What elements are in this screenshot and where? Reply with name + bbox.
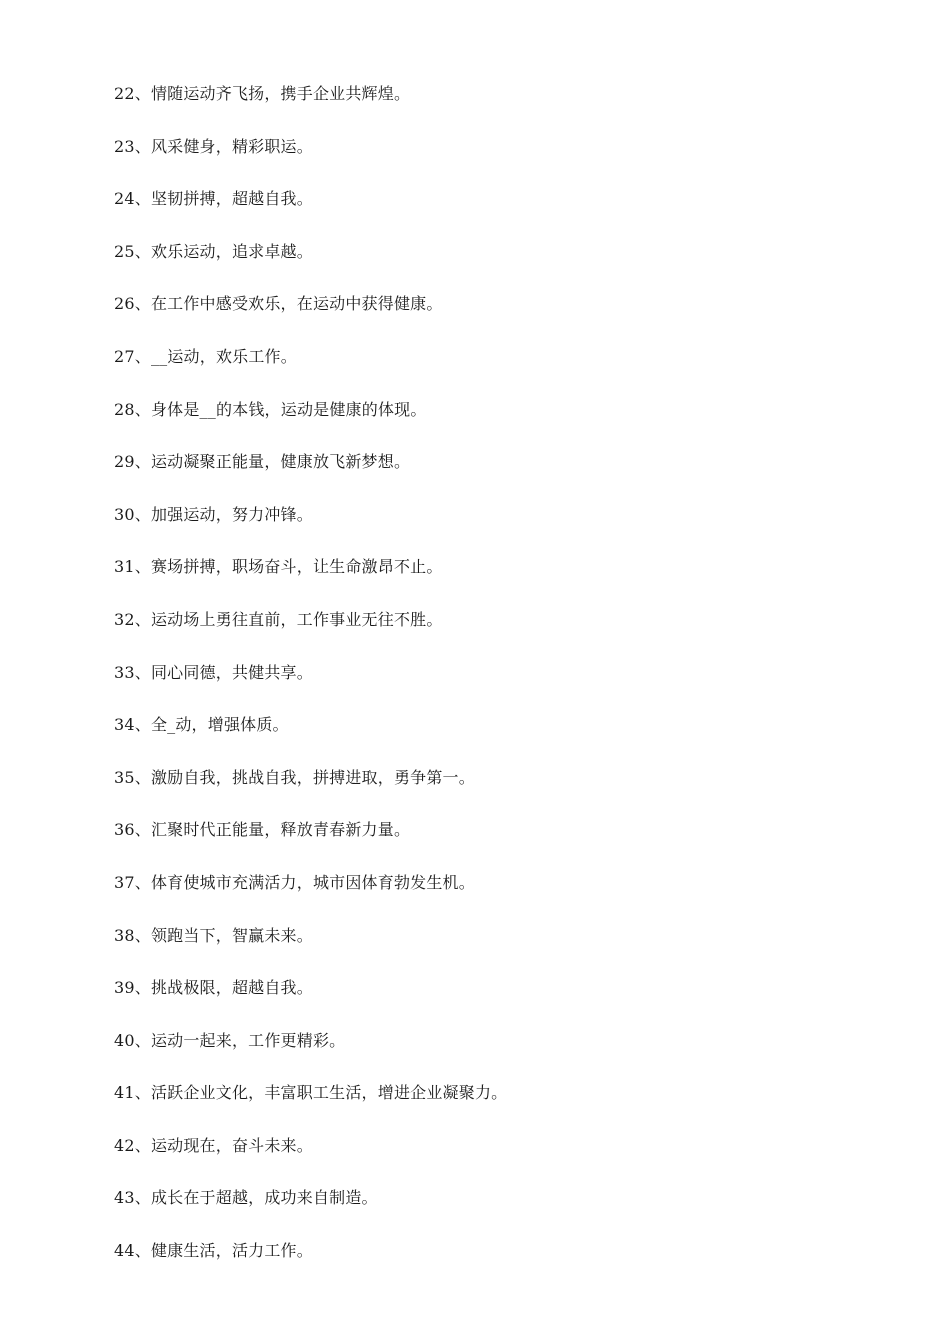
list-item: 36、汇聚时代正能量，释放青春新力量。 xyxy=(114,820,411,840)
list-item: 22、情随运动齐飞扬，携手企业共辉煌。 xyxy=(114,84,411,103)
list-item: 26、在工作中感受欢乐，在运动中获得健康。 xyxy=(114,294,443,314)
list-item: 34、全_动，增强体质。 xyxy=(114,715,289,735)
list-item: 32、运动场上勇往直前，工作事业无往不胜。 xyxy=(114,609,443,629)
slogan-list xyxy=(114,79,874,1289)
list-item: 31、赛场拼搏，职场奋斗，让生命激昂不止。 xyxy=(114,557,443,577)
list-item: 24、坚韧拼搏，超越自我。 xyxy=(114,189,313,209)
list-item: 39、挑战极限，超越自我。 xyxy=(114,978,313,998)
list-item: 38、领跑当下，智赢未来。 xyxy=(114,925,313,945)
list-item: 30、加强运动，努力冲锋。 xyxy=(114,504,313,524)
list-item: 35、激励自我，挑战自我，拼搏进取，勇争第一。 xyxy=(114,767,475,787)
list-item: 42、运动现在，奋斗未来。 xyxy=(114,1135,313,1155)
list-item: 29、运动凝聚正能量，健康放飞新梦想。 xyxy=(114,452,411,472)
list-item: 33、同心同德，共健共享。 xyxy=(114,662,313,682)
list-item: 23、风采健身，精彩职运。 xyxy=(114,136,313,156)
list-item: 27、__运动，欢乐工作。 xyxy=(114,346,297,366)
list-item: 37、体育使城市充满活力，城市因体育勃发生机。 xyxy=(114,872,475,892)
list-item: 43、成长在于超越，成功来自制造。 xyxy=(114,1188,378,1208)
list-item: 25、欢乐运动，追求卓越。 xyxy=(114,241,313,261)
list-item: 44、健康生活，活力工作。 xyxy=(114,1241,313,1261)
list-item: 41、活跃企业文化，丰富职工生活，增进企业凝聚力。 xyxy=(114,1083,508,1103)
list-item: 40、运动一起来，工作更精彩。 xyxy=(114,1030,346,1050)
list-item: 28、身体是__的本钱，运动是健康的体现。 xyxy=(114,399,427,419)
